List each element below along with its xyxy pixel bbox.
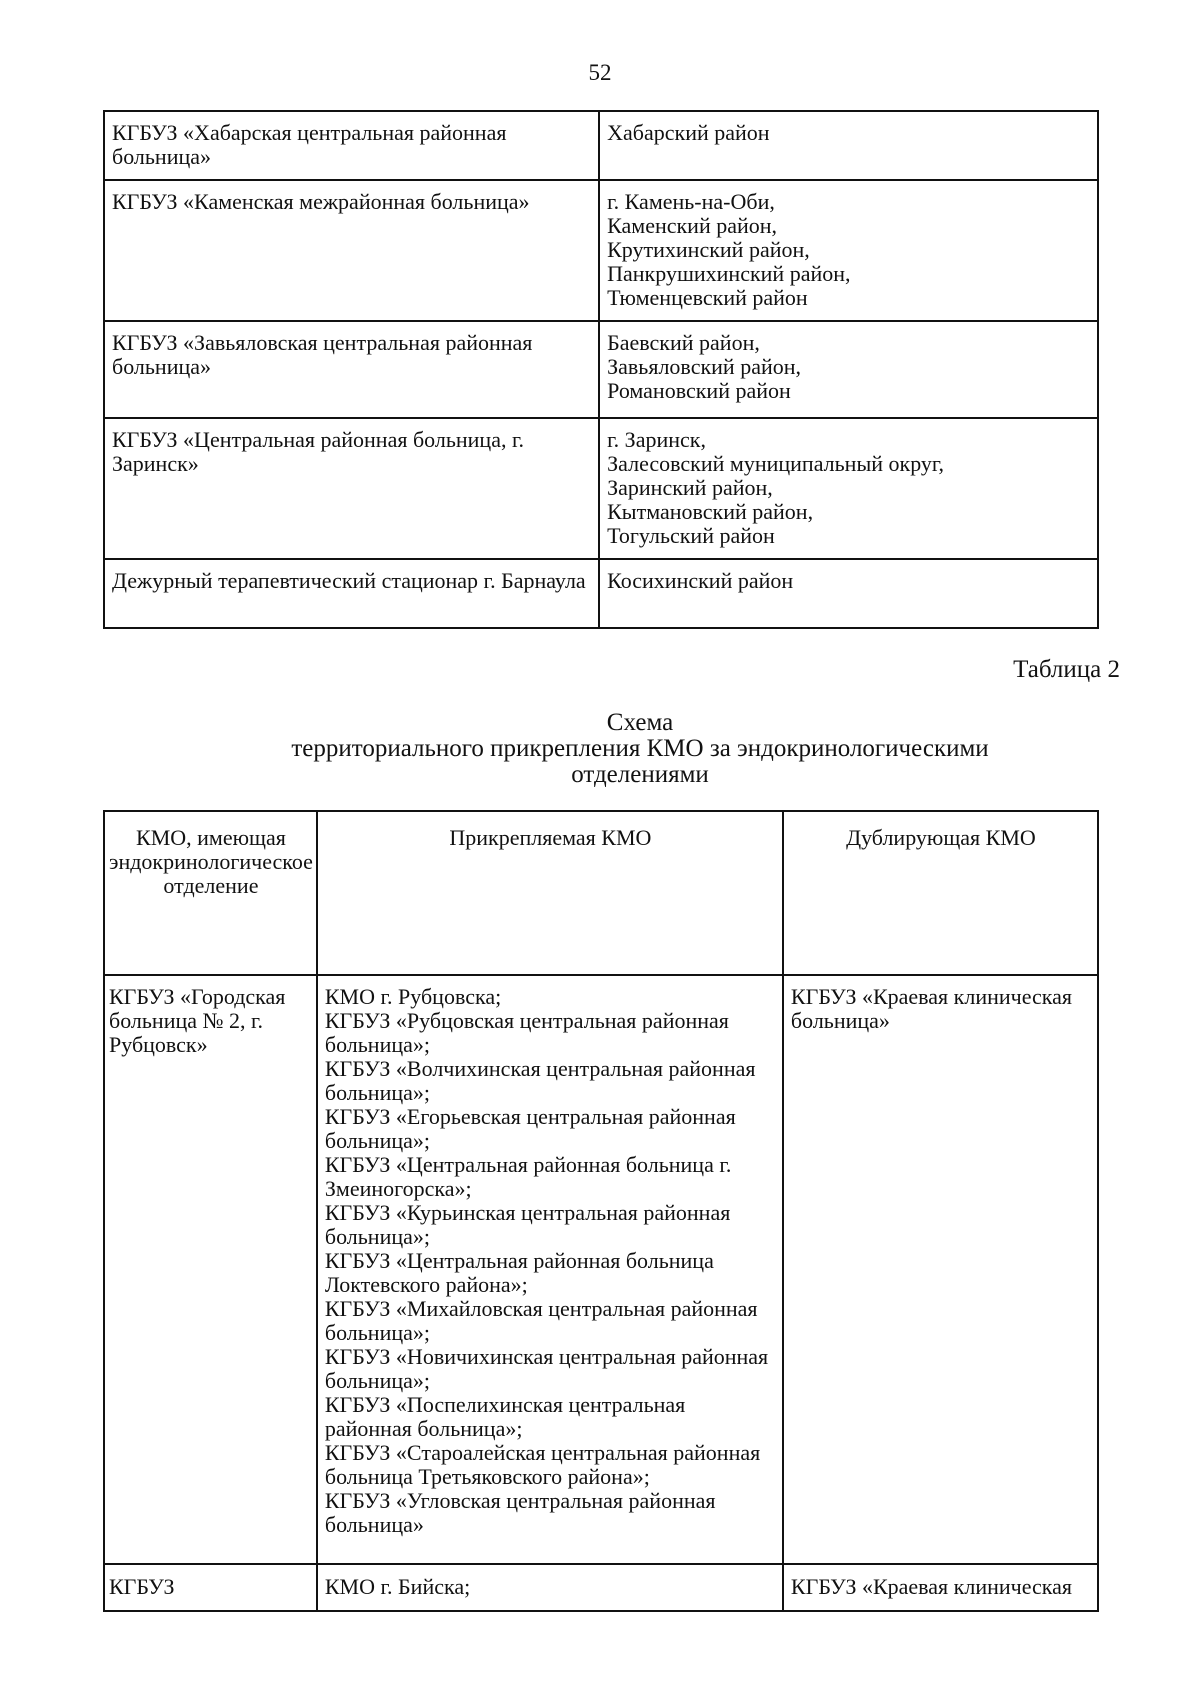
table-row xyxy=(104,111,1098,180)
schema-title xyxy=(140,710,1140,788)
institution-cell: КГБУЗ «Хабарская центральная районная больница» xyxy=(104,111,599,180)
kmo-cell: КГБУЗ xyxy=(104,1564,317,1611)
attached-kmo-item: КГБУЗ «Новичихинская центральная районная больница»; xyxy=(324,1344,769,1393)
attached-kmo-item: КГБУЗ «Егорьевская центральная районная больница»; xyxy=(324,1104,736,1153)
area-line: Завьяловский район, xyxy=(607,354,801,379)
area-line: г. Заринск, xyxy=(607,427,706,452)
area-line: Заринский район, xyxy=(607,475,773,500)
header-attached-kmo: Прикрепляемая КМО xyxy=(317,811,783,975)
attached-kmo-item: КГБУЗ «Волчихинская центральная районная больница»; xyxy=(324,1056,756,1105)
areas-cell xyxy=(599,180,1098,321)
duplicate-kmo-cell: КГБУЗ «Краевая клиническая xyxy=(783,1564,1098,1611)
area-line: г. Камень-на-Оби, xyxy=(607,189,775,214)
table-label: Таблица 2 xyxy=(1013,656,1120,683)
attached-kmo-item: КГБУЗ «Угловская центральная районная больница» xyxy=(324,1488,716,1537)
header-kmo-with-department: КМО, имеющая эндокринологическое отделение xyxy=(104,811,317,975)
attached-kmo-item: КМО г. Рубцовска; xyxy=(324,984,502,1009)
table-row xyxy=(104,321,1098,418)
attached-kmo-item: КГБУЗ «Рубцовская центральная районная больница»; xyxy=(324,1008,729,1057)
table-header-row xyxy=(104,811,1098,975)
areas-cell xyxy=(599,559,1098,628)
attached-kmo-cell xyxy=(317,975,783,1564)
schema-title-line: отделениями xyxy=(571,761,709,788)
area-line: Тюменцевский район xyxy=(607,285,808,310)
table-row xyxy=(104,975,1098,1564)
areas-cell xyxy=(599,111,1098,180)
institution-cell: КГБУЗ «Завьяловская центральная районная больница» xyxy=(104,321,599,418)
institution-cell: КГБУЗ «Центральная районная больница, г. Заринск» xyxy=(104,418,599,559)
attached-kmo-item: КМО г. Бийска; xyxy=(324,1574,471,1599)
attached-kmo-item: КГБУЗ «Михайловская центральная районная больница»; xyxy=(324,1296,758,1345)
table-row xyxy=(104,1564,1098,1611)
duplicate-kmo-cell: КГБУЗ «Краевая клиническая больница» xyxy=(783,975,1098,1564)
area-line: Каменский район, xyxy=(607,213,778,238)
schema-title-line: территориального прикрепления КМО за эндокринологическими xyxy=(291,735,989,762)
area-line: Крутихинский район, xyxy=(607,237,810,262)
attached-kmo-item: КГБУЗ «Староалейская центральная районная больница Третьяковского района»; xyxy=(324,1440,761,1489)
area-line: Хабарский район xyxy=(607,120,770,145)
institution-cell: Дежурный терапевтический стационар г. Барнаула xyxy=(104,559,599,628)
page-number: 52 xyxy=(588,60,612,85)
attached-kmo-cell xyxy=(317,1564,783,1611)
table-row xyxy=(104,559,1098,628)
kmo-cell: КГБУЗ «Городская больница № 2, г. Рубцовск» xyxy=(104,975,317,1564)
table-row xyxy=(104,180,1098,321)
header-duplicate-kmo: Дублирующая КМО xyxy=(783,811,1098,975)
attached-kmo-item: КГБУЗ «Курьинская центральная районная больница»; xyxy=(324,1200,731,1249)
endocrinology-attachment-table xyxy=(103,810,1099,1612)
attached-kmo-item: КГБУЗ «Центральная районная больница Локтевского района»; xyxy=(324,1248,714,1297)
area-line: Кытмановский район, xyxy=(607,499,814,524)
areas-cell xyxy=(599,418,1098,559)
area-line: Косихинский район xyxy=(607,568,794,593)
attached-kmo-item: КГБУЗ «Поспелихинская центральная районная больница»; xyxy=(324,1392,686,1441)
area-line: Романовский район xyxy=(607,378,791,403)
area-line: Баевский район, xyxy=(607,330,760,355)
areas-cell xyxy=(599,321,1098,418)
area-line: Тогульский район xyxy=(607,523,775,548)
area-line: Залесовский муниципальный округ, xyxy=(607,451,944,476)
area-line: Панкрушихинский район, xyxy=(607,261,851,286)
attached-kmo-item: КГБУЗ «Центральная районная больница г. Змеиногорска»; xyxy=(324,1152,732,1201)
institution-cell: КГБУЗ «Каменская межрайонная больница» xyxy=(104,180,599,321)
table-row xyxy=(104,418,1098,559)
institutions-areas-table xyxy=(103,110,1099,629)
schema-title-line: Схема xyxy=(606,709,674,736)
